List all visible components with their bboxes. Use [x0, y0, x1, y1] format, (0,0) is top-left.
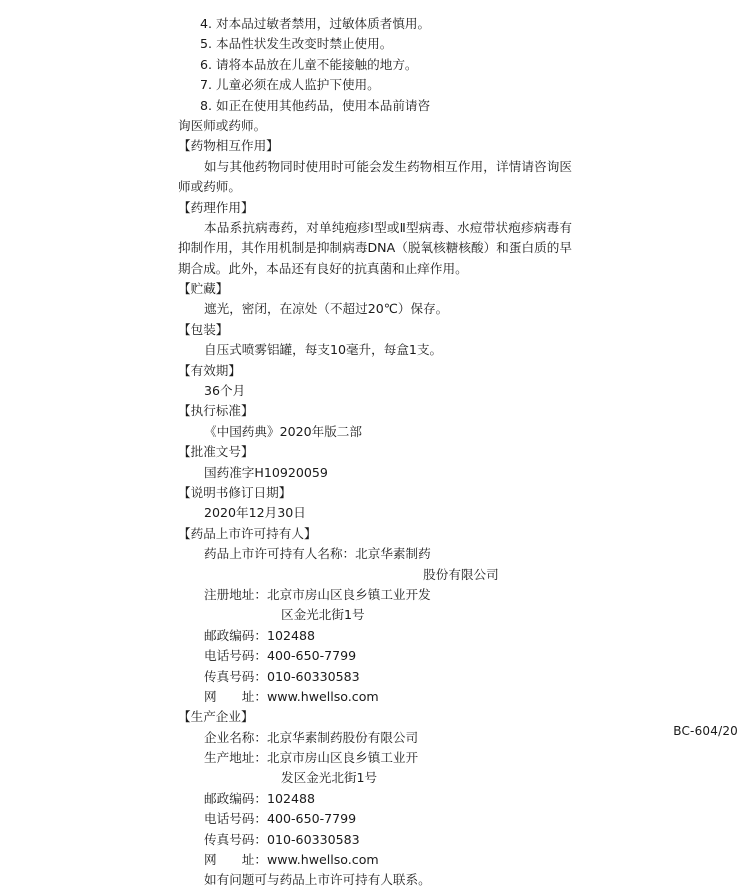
manufacturer-address-label: 生产地址： — [204, 750, 267, 766]
manufacturer-website-value: www.hwellso.com — [266, 852, 379, 868]
section-title: 【贮藏】 — [178, 281, 229, 297]
section-revision-date — [178, 483, 572, 524]
section-body: 本品系抗病毒药，对单纯疱疹Ⅰ型或Ⅱ型病毒、水痘带状疱疹病毒有抑制作用，其作用机制是抑制病毒DNA（脱氧核糖核酸）和蛋白质的早期合成。此外，本品还有良好的抗真菌和止痒作用。 — [178, 219, 572, 276]
mah-website-value: www.hwellso.com — [266, 688, 379, 704]
section-title: 【药理作用】 — [178, 199, 254, 215]
mah-fax-label: 传真号码： — [204, 668, 267, 684]
manufacturer-postcode-label: 邮政编码： — [204, 790, 267, 806]
section-pharmacology — [178, 198, 572, 280]
manufacturer-fax-row — [178, 830, 572, 850]
manufacturer-fax-label: 传真号码： — [204, 831, 267, 847]
warnings-tail: 询医师或药师。 — [178, 117, 267, 133]
manufacturer-address-row — [178, 748, 572, 789]
mah-postcode-value: 102488 — [266, 627, 316, 643]
manufacturer-fax-value: 010-60330583 — [266, 831, 360, 847]
section-title: 【执行标准】 — [178, 403, 254, 419]
manufacturer-phone-value: 400-650-7799 — [266, 811, 357, 827]
mah-name-label: 药品上市许可持有人名称： — [204, 546, 356, 562]
section-approval-number — [178, 442, 572, 483]
section-body: 自压式喷雾铝罐，每支10毫升，每盒1支。 — [204, 342, 443, 358]
list-item: 4. 对本品过敏者禁用，过敏体质者慎用。 — [200, 16, 431, 31]
section-title: 【说明书修订日期】 — [178, 484, 292, 500]
section-title: 【药品上市许可持有人】 — [178, 525, 317, 541]
section-manufacturer — [178, 707, 572, 870]
section-title: 【包装】 — [178, 321, 229, 337]
mah-name-value: 北京华素制药 — [355, 546, 431, 562]
section-shelf-life — [178, 361, 572, 402]
section-title: 【批准文号】 — [178, 444, 254, 460]
manufacturer-address-value-cont: 发区金光北街1号 — [280, 770, 378, 786]
mah-address-value: 北京市房山区良乡镇工业开发 — [266, 586, 431, 602]
footer-note: 如有问题可与药品上市许可持有人联系。 — [204, 872, 431, 888]
section-body: 如与其他药物同时使用时可能会发生药物相互作用，详情请咨询医师或药师。 — [178, 158, 572, 195]
manufacturer-postcode-value: 102488 — [266, 790, 316, 806]
section-body: 遮光，密闭，在凉处（不超过20℃）保存。 — [204, 301, 449, 317]
manufacturer-postcode-row — [178, 789, 572, 809]
manufacturer-name-value: 北京华素制药股份有限公司 — [266, 729, 419, 745]
mah-fax-row — [178, 667, 572, 687]
section-title: 【药物相互作用】 — [178, 138, 279, 154]
manufacturer-phone-row — [178, 809, 572, 829]
section-title: 【有效期】 — [178, 362, 241, 378]
manufacturer-website-row — [178, 850, 572, 870]
mah-address-row — [178, 585, 572, 626]
section-body: 《中国药典》2020年版二部 — [204, 423, 362, 439]
manufacturer-phone-label: 电话号码： — [204, 811, 267, 827]
section-mah — [178, 524, 572, 708]
warnings-list — [178, 14, 572, 136]
list-item: 5. 本品性状发生改变时禁止使用。 — [200, 36, 393, 52]
section-title: 【生产企业】 — [178, 709, 254, 725]
manufacturer-address-value: 北京市房山区良乡镇工业开 — [266, 750, 419, 766]
section-body: 2020年12月30日 — [204, 505, 306, 521]
mah-address-value-cont: 区金光北街1号 — [280, 607, 365, 623]
list-item: 7. 儿童必须在成人监护下使用。 — [200, 77, 380, 93]
document-code: BC-604/20 — [673, 724, 738, 738]
section-standard — [178, 401, 572, 442]
section-body: 国药准字H10920059 — [204, 464, 328, 480]
mah-fax-value: 010-60330583 — [266, 668, 360, 684]
list-item: 8. 如正在使用其他药品，使用本品前请咨 — [200, 97, 431, 113]
mah-postcode-row — [178, 626, 572, 646]
mah-website-label: 网 址： — [204, 688, 267, 704]
manufacturer-website-label: 网 址： — [204, 852, 267, 868]
section-packaging — [178, 320, 572, 361]
section-storage — [178, 279, 572, 320]
manufacturer-name-row — [178, 728, 572, 748]
mah-name-row — [178, 544, 572, 585]
mah-name-value-cont: 股份有限公司 — [423, 566, 499, 582]
mah-website-row — [178, 687, 572, 707]
mah-phone-label: 电话号码： — [204, 648, 267, 664]
mah-phone-value: 400-650-7799 — [266, 648, 357, 664]
list-item: 6. 请将本品放在儿童不能接触的地方。 — [200, 56, 418, 72]
mah-address-label: 注册地址： — [204, 586, 267, 602]
manufacturer-name-label: 企业名称： — [204, 729, 267, 745]
section-drug-interactions — [178, 136, 572, 197]
mah-postcode-label: 邮政编码： — [204, 627, 267, 643]
leaflet-body — [178, 14, 572, 891]
mah-phone-row — [178, 646, 572, 666]
section-body: 36个月 — [204, 383, 246, 399]
